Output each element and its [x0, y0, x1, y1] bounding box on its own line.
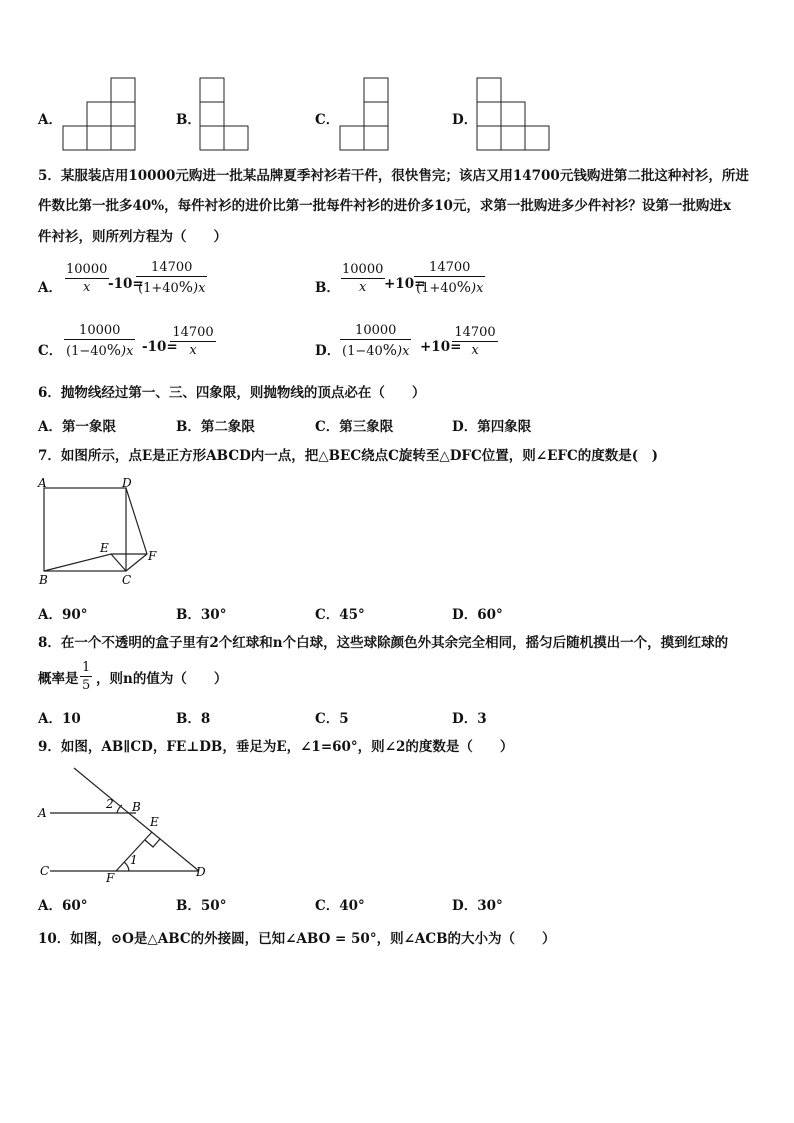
q7-square-abcd: [44, 488, 126, 571]
q5-option-c-label[interactable]: C．: [38, 343, 63, 359]
q6-option-b[interactable]: B．第二象限: [176, 419, 255, 435]
q9-option-c[interactable]: C．40°: [315, 898, 365, 914]
q7-triangle-dfc: [126, 488, 147, 571]
q5-a-operator: -10=: [108, 276, 144, 292]
q7-label-c: C: [122, 573, 132, 587]
q7-label-e: E: [100, 541, 109, 555]
q5-c-left-den-pre: (1−40: [66, 344, 107, 359]
q9-angle-1-arc: [124, 862, 129, 871]
q5-a-right-den-post: )x: [193, 281, 206, 296]
q8-option-d[interactable]: D．3: [452, 711, 487, 727]
q7-option-d[interactable]: D．60°: [452, 607, 503, 623]
q5-option-b-label[interactable]: B．: [315, 280, 340, 296]
q5-b-operator: +10=: [384, 276, 426, 292]
q5-c-left-den-post: )x: [121, 344, 134, 359]
q5-option-a-label[interactable]: A．: [38, 280, 62, 296]
q9-label-b: B: [132, 800, 141, 814]
q7-option-c[interactable]: C．45°: [315, 607, 365, 623]
q5-a-left-num: 10000: [66, 262, 108, 277]
q5-c-right-den: x: [189, 343, 197, 358]
q4-option-a-label[interactable]: A．: [38, 112, 62, 128]
q9-label-c: C: [40, 864, 50, 878]
q5-b-right-fraction: [414, 260, 485, 296]
q4-figure-b: [199, 77, 255, 153]
q5-c-left-den-pct: %: [106, 341, 122, 359]
q7-triangle-bec: [44, 554, 126, 571]
q9-stem: 9．如图，AB∥CD，FE⊥DB，垂足为E，∠1=60°，则∠2的度数是（ ）: [38, 739, 514, 755]
q5-b-right-den-post: )x: [471, 281, 484, 296]
q5-c-left-num: 10000: [79, 323, 121, 338]
q9-option-b[interactable]: B．50°: [176, 898, 227, 914]
q9-right-angle-mark: [145, 839, 160, 847]
q5-d-operator: +10=: [420, 339, 462, 355]
q6-option-c[interactable]: C．第三象限: [315, 419, 394, 435]
q7-option-a[interactable]: A．90°: [38, 607, 88, 623]
q5-d-right-fraction: [452, 325, 498, 358]
q5-a-left-fraction: [64, 262, 109, 295]
q4-figure-c: [339, 77, 395, 153]
q8-option-b[interactable]: B．8: [176, 711, 211, 727]
q9-label-a: A: [38, 806, 47, 820]
q4-option-d-label[interactable]: D．: [452, 112, 478, 128]
q5-option-d-label[interactable]: D．: [315, 343, 341, 359]
q5-stem-line2: 件数比第一批多40%，每件衬衫的进价比第一批每件衬衫的进价多10元，求第一批购进多少件衬衫？设第一批购进x: [38, 198, 731, 214]
q5-b-right-num: 14700: [429, 260, 471, 275]
q5-d-right-num: 14700: [454, 325, 496, 340]
q5-c-left-fraction: [64, 323, 135, 359]
q4-option-b-label[interactable]: B．: [176, 112, 201, 128]
q7-option-b[interactable]: B．30°: [176, 607, 227, 623]
q5-b-right-den-pre: (1+40: [416, 281, 457, 296]
q7-label-a: A: [38, 476, 47, 490]
q5-c-right-num: 14700: [172, 325, 214, 340]
q9-label-f: F: [106, 871, 115, 884]
q9-label-angle-1: 1: [130, 853, 138, 867]
q5-stem-line3: 件衬衫，则所列方程为（ ）: [38, 229, 227, 245]
q5-stem-line1: 5．某服装店用10000元购进一批某品牌夏季衬衫若干件，很快售完；该店又用14700元钱购进第二批这种衬衫，所进: [38, 168, 749, 184]
q5-d-right-den: x: [471, 343, 479, 358]
q5-d-left-num: 10000: [355, 323, 397, 338]
q7-stem: 7．如图所示，点E是正方形ABCD内一点，把△BEC绕点C旋转至△DFC位置，则∠EFC的度数是( ): [38, 448, 658, 464]
q5-b-left-num: 10000: [342, 262, 384, 277]
q8-stem-line2-pre: 概率是: [38, 671, 79, 687]
q7-figure-square-rotation: [34, 476, 164, 590]
q7-label-f: F: [148, 549, 157, 563]
q7-label-b: B: [39, 573, 48, 587]
q9-label-e: E: [150, 815, 159, 829]
q5-b-left-fraction: [340, 262, 385, 295]
q8-probability-fraction: [80, 660, 92, 693]
q8-stem-line2-post: ，则n的值为（ ）: [96, 671, 228, 687]
q9-figure-parallel-lines: [34, 764, 224, 884]
q4-figure-a: [62, 77, 142, 153]
q5-d-left-den-pct: %: [382, 341, 398, 359]
q5-c-operator: -10=: [142, 339, 178, 355]
q8-option-c[interactable]: C．5: [315, 711, 349, 727]
q9-option-d[interactable]: D．30°: [452, 898, 503, 914]
q9-option-a[interactable]: A．60°: [38, 898, 88, 914]
q8-frac-den: 5: [82, 678, 91, 693]
q5-a-left-den: x: [83, 280, 91, 295]
q6-option-d[interactable]: D．第四象限: [452, 419, 532, 435]
q4-option-c-label[interactable]: C．: [315, 112, 340, 128]
q8-frac-num: 1: [82, 660, 91, 675]
q8-option-a[interactable]: A．10: [38, 711, 81, 727]
q5-a-right-num: 14700: [151, 260, 193, 275]
q5-d-left-den-post: )x: [397, 344, 410, 359]
q10-stem: 10．如图，⊙O是△ABC的外接圆，已知∠ABO = 50°，则∠ACB的大小为（ ）: [38, 931, 556, 947]
q9-label-d: D: [196, 865, 206, 879]
q7-label-d: D: [122, 476, 132, 490]
q4-figure-d: [476, 77, 556, 153]
q5-a-right-fraction: [136, 260, 207, 296]
q5-a-right-den-pre: (1+40: [138, 281, 179, 296]
q5-b-right-den-pct: %: [456, 278, 472, 296]
q5-a-right-den-pct: %: [178, 278, 194, 296]
q5-d-left-fraction: [340, 323, 411, 359]
q6-option-a[interactable]: A．第一象限: [38, 419, 116, 435]
q6-stem: 6．抛物线经过第一、三、四象限，则抛物线的顶点必在（ ）: [38, 385, 426, 401]
q5-c-right-fraction: [170, 325, 216, 358]
q8-stem-line1: 8．在一个不透明的盒子里有2个红球和n个白球，这些球除颜色外其余完全相同，摇匀后随机摸出一个，摸到红球的: [38, 635, 729, 651]
q5-d-left-den-pre: (1−40: [342, 344, 383, 359]
q5-b-left-den: x: [359, 280, 367, 295]
q9-label-angle-2: 2: [106, 797, 114, 811]
